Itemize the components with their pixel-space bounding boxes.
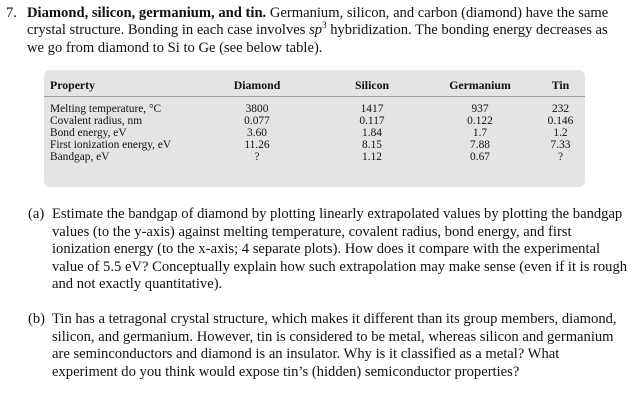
property-table-panel bbox=[44, 70, 585, 187]
part-a-text: Estimate the bandgap of diamond by plotting linearly extrapolated values by plotting the bandgap values (to the y-axis) against melting temperature, covalent radius, bond energy, and first ionization energy (to the x-axis; 4 separate plots). How does it compare with the experimental value of 5.5 eV? Conceptually explain how such extrapolation may make sense (even if it is rough and not exactly quantitative). bbox=[52, 206, 628, 293]
part-a-label: (a) bbox=[28, 206, 45, 222]
intro-text-a: Germanium, silicon, and carbon (diamond) have the same crystal structure. Bonding in each case involves bbox=[27, 5, 609, 39]
cell-germanium: 0.122 bbox=[467, 115, 493, 128]
sp-superscript: 3 bbox=[322, 20, 327, 31]
cell-tin: 232 bbox=[551, 103, 570, 116]
problem-number: 7. bbox=[6, 5, 17, 21]
table-row bbox=[44, 115, 585, 127]
cell-silicon: 1417 bbox=[360, 103, 384, 116]
header-tin: Tin bbox=[551, 78, 570, 92]
table-header-row bbox=[44, 70, 585, 97]
part-b-text: Tin has a tetragonal crystal structure, which makes it different than its group members, diamond, silicon, and germanium. However, tin is considered to be metal, whereas silicon and germanium are seminconductors and diamond is an insulator. Why is it classified as a metal? What experiment do you think would expose tin’s (hidden) semiconductor properties? bbox=[52, 311, 617, 380]
cell-silicon: 1.84 bbox=[362, 127, 382, 140]
property-table bbox=[44, 70, 585, 164]
cell-germanium: 0.67 bbox=[470, 151, 490, 164]
cell-diamond: 3.60 bbox=[247, 127, 267, 140]
table-row bbox=[44, 127, 585, 139]
part-a bbox=[28, 206, 628, 294]
table-row bbox=[44, 97, 585, 116]
cell-diamond: ? bbox=[254, 151, 260, 164]
cell-diamond: 3800 bbox=[245, 103, 269, 116]
row-label: First ionization energy, eV bbox=[50, 139, 172, 152]
cell-silicon: 8.15 bbox=[362, 139, 382, 152]
cell-silicon: 1.12 bbox=[362, 151, 382, 164]
row-label: Bond energy, eV bbox=[50, 127, 127, 140]
header-diamond: Diamond bbox=[233, 78, 281, 92]
problem-intro bbox=[27, 5, 628, 57]
cell-tin: 0.146 bbox=[547, 115, 574, 128]
table-row bbox=[44, 151, 585, 163]
problem-statement bbox=[6, 5, 628, 57]
part-b-label: (b) bbox=[28, 311, 46, 327]
row-label: Melting temperature, °C bbox=[50, 103, 162, 116]
cell-germanium: 1.7 bbox=[472, 127, 488, 140]
row-label: Bandgap, eV bbox=[50, 151, 110, 164]
header-germanium: Germanium bbox=[449, 78, 511, 92]
header-silicon: Silicon bbox=[354, 78, 390, 92]
cell-germanium: 937 bbox=[471, 103, 489, 116]
cell-diamond: 11.26 bbox=[244, 139, 270, 152]
row-label: Covalent radius, nm bbox=[50, 115, 143, 128]
cell-tin: 1.2 bbox=[553, 127, 568, 140]
cell-tin: ? bbox=[557, 151, 564, 164]
intro-text-b: hybridization. The bonding energy decreases as we go from diamond to Si to Ge (see below table). bbox=[27, 22, 608, 56]
table-row bbox=[44, 139, 585, 151]
cell-silicon: 0.117 bbox=[359, 115, 385, 128]
sp-text: sp bbox=[309, 22, 323, 39]
cell-tin: 7.33 bbox=[550, 139, 571, 152]
part-b bbox=[28, 311, 628, 381]
cell-germanium: 7.88 bbox=[470, 139, 490, 152]
header-property: Property bbox=[50, 78, 95, 92]
problem-title: Diamond, silicon, germanium, and tin. bbox=[27, 5, 267, 21]
cell-diamond: 0.077 bbox=[244, 115, 270, 128]
